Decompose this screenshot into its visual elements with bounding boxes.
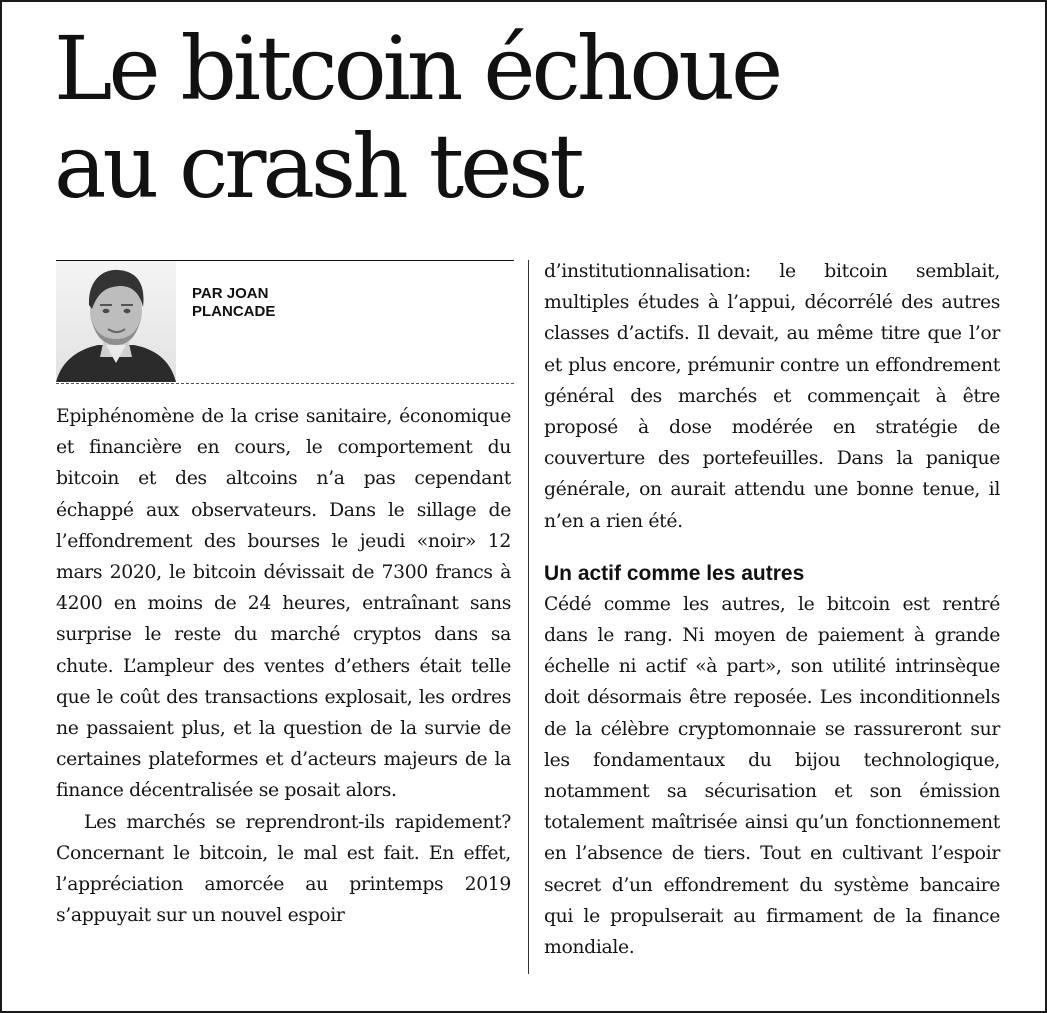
headline-line-2: au crash test [54,115,581,218]
left-column [56,401,511,931]
author-box [56,260,514,384]
byline-line-2: PLANCADE [192,303,276,320]
byline-line-1: PAR JOAN [192,285,269,302]
right-paragraph-1: d’institutionnalisation: le bitcoin semblait, multiples études à l’appui, décorrélé des autres classes d’actifs. Il devait, au même titre que l’or et plus encore, prémunir contre un effondrement général des marchés et commençait à être proposé à dose modérée en stratégie de couverture des portefeuilles. Dans la panique générale, on aurait attendu une bonne tenue, il n’en a rien été. [544,261,1000,532]
left-paragraph-1: Epiphénomène de la crise sanitaire, économique et financière en cours, le comportement du bitcoin et des altcoins n’a pas cependant échappé aux observateurs. Dans le sillage de l’effondrement des bourses le jeudi «noir» 12 mars 2020, le bitcoin dévissait de 7300 francs à 4200 en moins de 24 heures, entraînant sans surprise le reste du marché cryptos dans sa chute. L’ampleur des ventes d’ethers était telle que le coût des transactions explosait, les ordres ne passaient plus, et la question de la survie de certaines plateformes et d’acteurs majeurs de la finance décentralisée se posait alors. [56,406,511,802]
author-portrait-icon [56,261,176,382]
byline [192,285,275,321]
section-subheading: Un actif comme les autres [544,561,805,585]
left-paragraph-2: Les marchés se reprendront-ils rapidement? Concernant le bitcoin, le mal est fait. En effet, l’appréciation amorcée au printemps 2019 s’appuyait sur un nouvel espoir [56,811,511,927]
headline-line-1: Le bitcoin échoue [54,17,780,120]
right-column [544,256,1000,963]
column-divider [528,260,529,974]
right-paragraph-2: Cédé comme les autres, le bitcoin est rentré dans le rang. Ni moyen de paiement à grande échelle ni actif «à part», son utilité intrinsèque doit désormais être reposée. Les inconditionnels de la célèbre cryptomonnaie se rassureront sur les fondamentaux du bijou technologique, notamment sa sécurisation et son émission totalement maîtrisée ainsi qu’un fonctionnement en l’absence de tiers. Tout en cultivant l’espoir secret d’un effondrement du système bancaire qui le propulserait au firmament de la finance mondiale. [544,593,1000,959]
headline [54,17,780,218]
